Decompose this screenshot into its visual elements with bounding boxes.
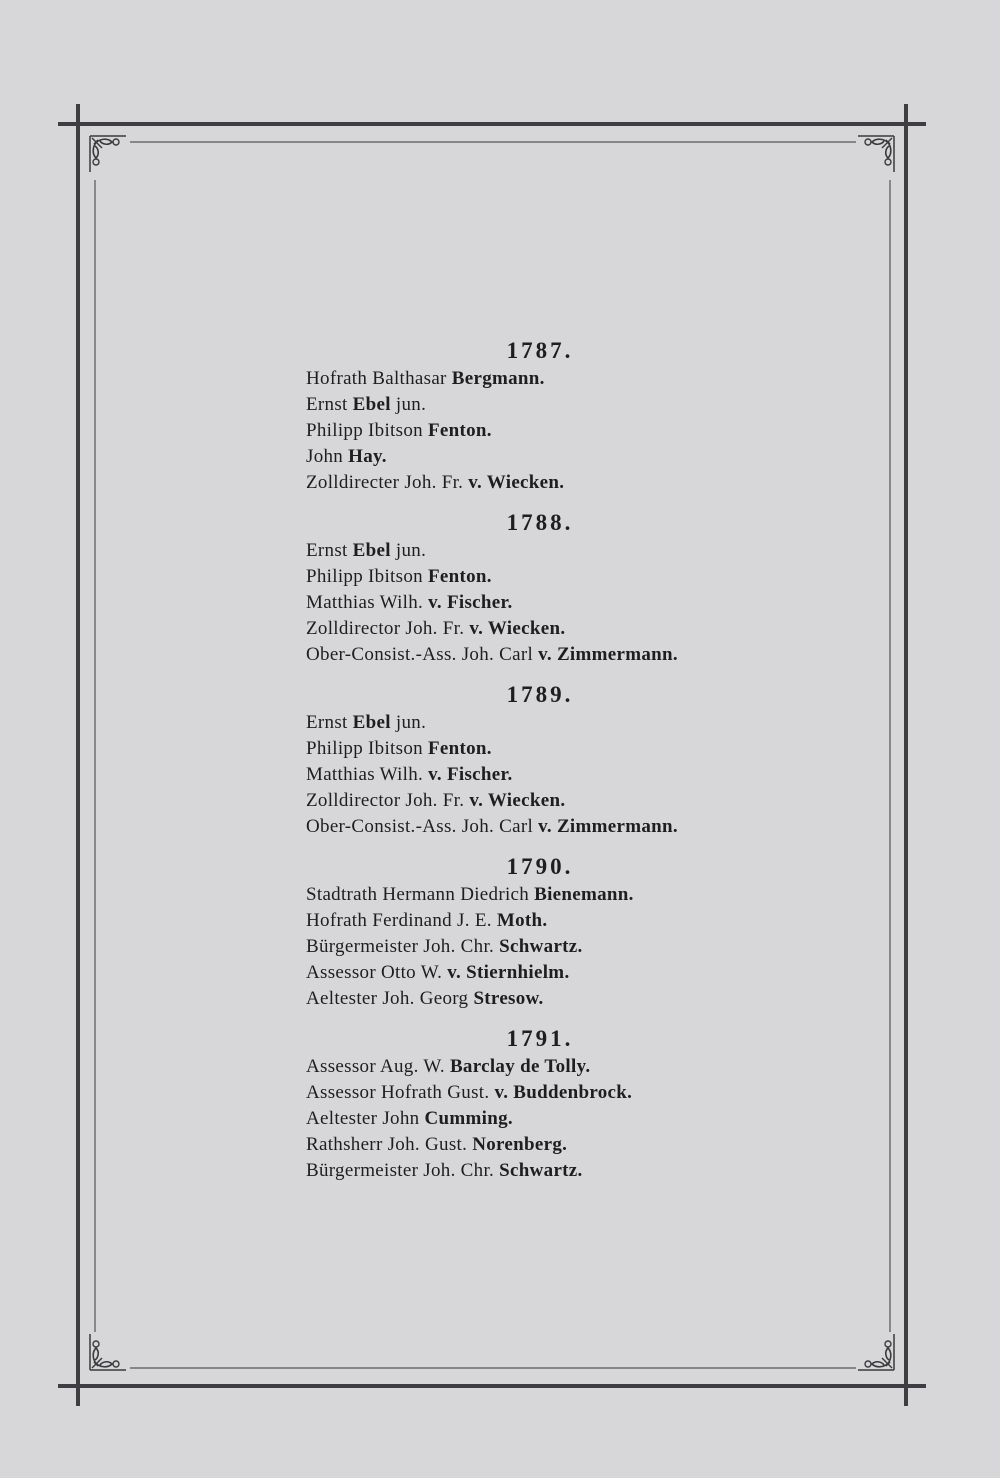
entry-surname: Ebel [352,394,391,415]
entry-given: John [306,446,344,467]
entry-given: Ober-Consist.-Ass. Joh. Carl [306,644,534,665]
corner-ornament-icon [854,1330,898,1374]
entry-surname: v. Fischer. [428,764,513,785]
entry-given: Philipp Ibitson [306,420,423,441]
entry-surname: Hay. [348,446,387,467]
corner-ornament-icon [86,132,130,176]
list-item [306,788,826,814]
list-item [306,366,826,392]
entry-surname: Schwartz. [499,936,583,957]
entry-given: Stadtrath Hermann Diedrich [306,884,530,905]
year-heading: 1790. [506,854,574,879]
entry-given: Philipp Ibitson [306,566,423,587]
entry-surname: v. Fischer. [428,592,513,613]
entry-given: Hofrath Balthasar [306,368,447,389]
entry-surname: Fenton. [428,738,492,759]
member-list [306,336,826,1184]
entry-given: Bürgermeister Joh. Chr. [306,936,495,957]
entry-surname: Norenberg. [472,1134,568,1155]
entry-surname: v. Zimmermann. [538,816,678,837]
list-item [306,538,826,564]
entry-given: Aeltester John [306,1108,420,1129]
list-item [306,564,826,590]
list-item [306,882,826,908]
entry-given: Assessor Aug. W. [306,1056,445,1077]
entry-suffix: jun. [395,394,427,415]
corner-ornament-icon [86,1330,130,1374]
entry-surname: Barclay de Tolly. [449,1056,591,1077]
entry-given: Assessor Hofrath Gust. [306,1082,490,1103]
list-item [306,1080,826,1106]
list-item [306,710,826,736]
list-item [306,642,826,668]
entry-given: Matthias Wilh. [306,764,424,785]
list-item [306,616,826,642]
entry-surname: Bergmann. [451,368,545,389]
entry-given: Zolldirector Joh. Fr. [306,618,465,639]
list-item [306,934,826,960]
entry-surname: Moth. [496,910,548,931]
list-item [306,814,826,840]
year-heading: 1787. [506,338,574,363]
entry-given: Assessor Otto W. [306,962,443,983]
list-item [306,736,826,762]
list-item [306,762,826,788]
list-item [306,960,826,986]
entry-surname: Ebel [352,540,391,561]
entry-surname: Cumming. [424,1108,513,1129]
entry-given: Rathsherr Joh. Gust. [306,1134,468,1155]
entry-surname: Stresow. [473,988,544,1009]
list-item [306,418,826,444]
corner-ornament-icon [854,132,898,176]
entry-surname: Fenton. [428,566,492,587]
entry-given: Zolldirector Joh. Fr. [306,790,465,811]
entry-surname: v. Wiecken. [469,618,566,639]
list-item [306,1054,826,1080]
year-heading: 1789. [506,682,574,707]
entry-given: Hofrath Ferdinand J. E. [306,910,492,931]
list-item [306,908,826,934]
list-item [306,986,826,1012]
entry-surname: Schwartz. [499,1160,583,1181]
entry-surname: v. Buddenbrock. [494,1082,633,1103]
entry-surname: Ebel [352,712,391,733]
list-item [306,1158,826,1184]
entry-given: Ernst [306,394,348,415]
entry-given: Ober-Consist.-Ass. Joh. Carl [306,816,534,837]
entry-surname: v. Stiernhielm. [447,962,570,983]
entry-given: Matthias Wilh. [306,592,424,613]
list-item [306,470,826,496]
entry-surname: v. Wiecken. [468,472,565,493]
entry-given: Aeltester Joh. Georg [306,988,469,1009]
entry-suffix: jun. [395,540,427,561]
list-item [306,392,826,418]
entry-given: Zolldirecter Joh. Fr. [306,472,464,493]
entry-surname: v. Zimmermann. [538,644,678,665]
entry-surname: Fenton. [428,420,492,441]
list-item [306,1106,826,1132]
entry-given: Philipp Ibitson [306,738,423,759]
list-item [306,444,826,470]
entry-given: Ernst [306,712,348,733]
entry-given: Ernst [306,540,348,561]
list-item [306,1132,826,1158]
entry-suffix: jun. [395,712,427,733]
entry-surname: v. Wiecken. [469,790,566,811]
year-heading: 1788. [506,510,574,535]
entry-surname: Bienemann. [534,884,634,905]
entry-given: Bürgermeister Joh. Chr. [306,1160,495,1181]
year-heading: 1791. [506,1026,574,1051]
list-item [306,590,826,616]
